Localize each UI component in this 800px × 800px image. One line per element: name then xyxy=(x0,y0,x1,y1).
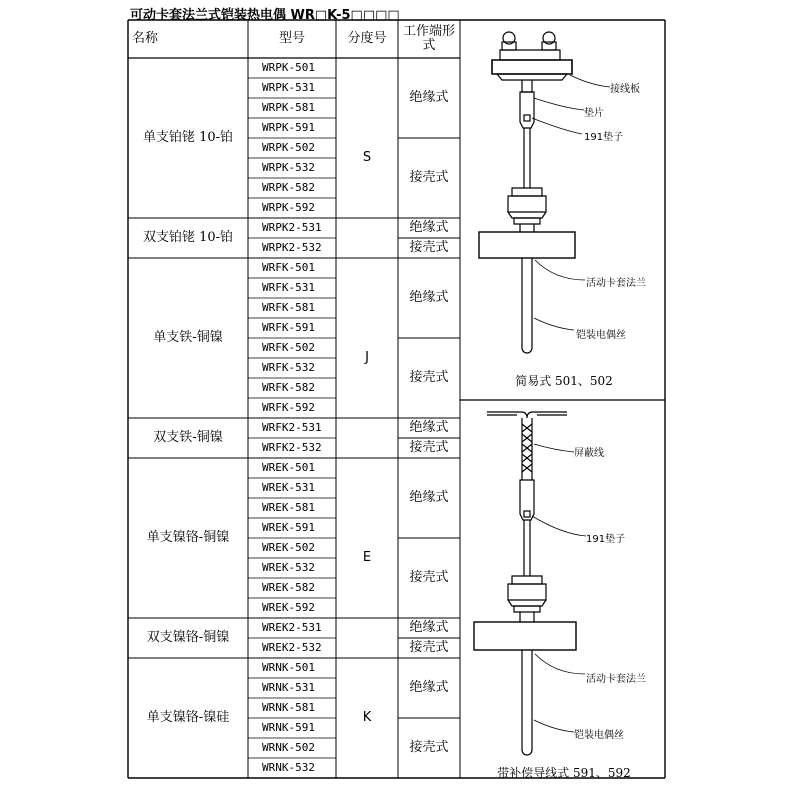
model-cell: WRPK-592 xyxy=(262,201,315,214)
row-name: 单支铁-铜镍 xyxy=(153,330,223,345)
row-name: 双支镍铬-铜镍 xyxy=(146,630,230,645)
bottom-label-0: 屏蔽线 xyxy=(574,448,604,459)
model-cell: WREK-502 xyxy=(262,541,315,554)
header-model: 型号 xyxy=(278,31,305,46)
model-cell: WRFK-532 xyxy=(262,361,315,374)
row-name: 单支镍铬-镍硅 xyxy=(146,710,230,725)
model-cell: WRPK-531 xyxy=(262,81,315,94)
terminal-cell: 绝缘式 xyxy=(409,220,449,235)
model-cell: WRPK-532 xyxy=(262,161,315,174)
terminal-cell: 接壳式 xyxy=(409,240,449,255)
row-name: 双支铂铑 10-铂 xyxy=(142,230,234,245)
model-cell: WRFK-531 xyxy=(262,281,315,294)
model-cell: WRFK-581 xyxy=(262,301,315,314)
terminal-cell: 绝缘式 xyxy=(409,490,449,505)
model-cell: WRPK-582 xyxy=(262,181,315,194)
model-cell: WRFK-582 xyxy=(262,381,315,394)
terminal-cell: 接壳式 xyxy=(409,370,449,385)
bottom-label-3: 铠装电偶丝 xyxy=(574,730,624,741)
document-title: 可动卡套法兰式铠装热电偶 WR□K-5□□□□ xyxy=(130,8,400,23)
model-cell: WRPK-502 xyxy=(262,141,315,154)
model-cell: WRPK2-532 xyxy=(262,241,322,254)
terminal-cell: 接壳式 xyxy=(409,640,449,655)
top-figure-caption: 简易式 501、502 xyxy=(515,374,613,388)
model-cell: WREK-501 xyxy=(262,461,315,474)
graduation-cell: K xyxy=(362,710,372,725)
terminal-cell: 接壳式 xyxy=(409,440,449,455)
model-cell: WREK2-531 xyxy=(262,621,322,634)
model-cell: WRFK-501 xyxy=(262,261,315,274)
bottom-label-2: 活动卡套法兰 xyxy=(586,674,646,685)
model-cell: WRNK-502 xyxy=(262,741,315,754)
top-label-2: 191垫子 xyxy=(584,132,624,143)
model-cell: WRFK-592 xyxy=(262,401,315,414)
row-name: 单支镍铬-铜镍 xyxy=(146,530,230,545)
top-label-4: 铠装电偶丝 xyxy=(576,330,626,341)
terminal-cell: 绝缘式 xyxy=(409,90,449,105)
model-cell: WRPK-501 xyxy=(262,61,315,74)
model-cell: WRFK2-531 xyxy=(262,421,322,434)
model-cell: WREK-592 xyxy=(262,601,315,614)
terminal-cell: 接壳式 xyxy=(409,570,449,585)
model-cell: WRPK-581 xyxy=(262,101,315,114)
model-cell: WREK-591 xyxy=(262,521,315,534)
model-cell: WREK-582 xyxy=(262,581,315,594)
model-cell: WREK-581 xyxy=(262,501,315,514)
model-cell: WRFK-502 xyxy=(262,341,315,354)
row-name: 双支铁-铜镍 xyxy=(153,430,223,445)
top-label-3: 活动卡套法兰 xyxy=(586,278,646,289)
graduation-cell: S xyxy=(362,150,372,165)
graduation-cell: E xyxy=(362,550,372,565)
terminal-cell: 绝缘式 xyxy=(409,620,449,635)
terminal-cell: 绝缘式 xyxy=(409,420,449,435)
model-cell: WREK2-532 xyxy=(262,641,322,654)
model-cell: WREK-532 xyxy=(262,561,315,574)
graduation-cell: J xyxy=(365,350,369,365)
model-cell: WREK-531 xyxy=(262,481,315,494)
bottom-figure-caption: 带补偿导线式 591、592 xyxy=(497,766,631,780)
row-name: 单支铂铑 10-铂 xyxy=(142,130,234,145)
top-label-1: 垫片 xyxy=(584,108,604,119)
model-cell: WRNK-531 xyxy=(262,681,315,694)
compensating-wire-drawing xyxy=(462,404,672,764)
terminal-cell: 绝缘式 xyxy=(409,680,449,695)
model-cell: WRFK-591 xyxy=(262,321,315,334)
header-graduation: 分度号 xyxy=(347,31,387,46)
model-cell: WRFK2-532 xyxy=(262,441,322,454)
model-cell: WRNK-591 xyxy=(262,721,315,734)
model-cell: WRPK2-531 xyxy=(262,221,322,234)
header-terminal: 工作端形式 xyxy=(402,24,455,53)
model-cell: WRNK-581 xyxy=(262,701,315,714)
terminal-cell: 接壳式 xyxy=(409,740,449,755)
header-name: 名称 xyxy=(132,31,159,46)
top-label-0: 接线板 xyxy=(610,84,640,95)
simple-type-drawing xyxy=(462,20,672,400)
bottom-label-1: 191垫子 xyxy=(586,534,626,545)
model-cell: WRNK-501 xyxy=(262,661,315,674)
terminal-cell: 绝缘式 xyxy=(409,290,449,305)
model-cell: WRPK-591 xyxy=(262,121,315,134)
model-cell: WRNK-532 xyxy=(262,761,315,774)
terminal-cell: 接壳式 xyxy=(409,170,449,185)
